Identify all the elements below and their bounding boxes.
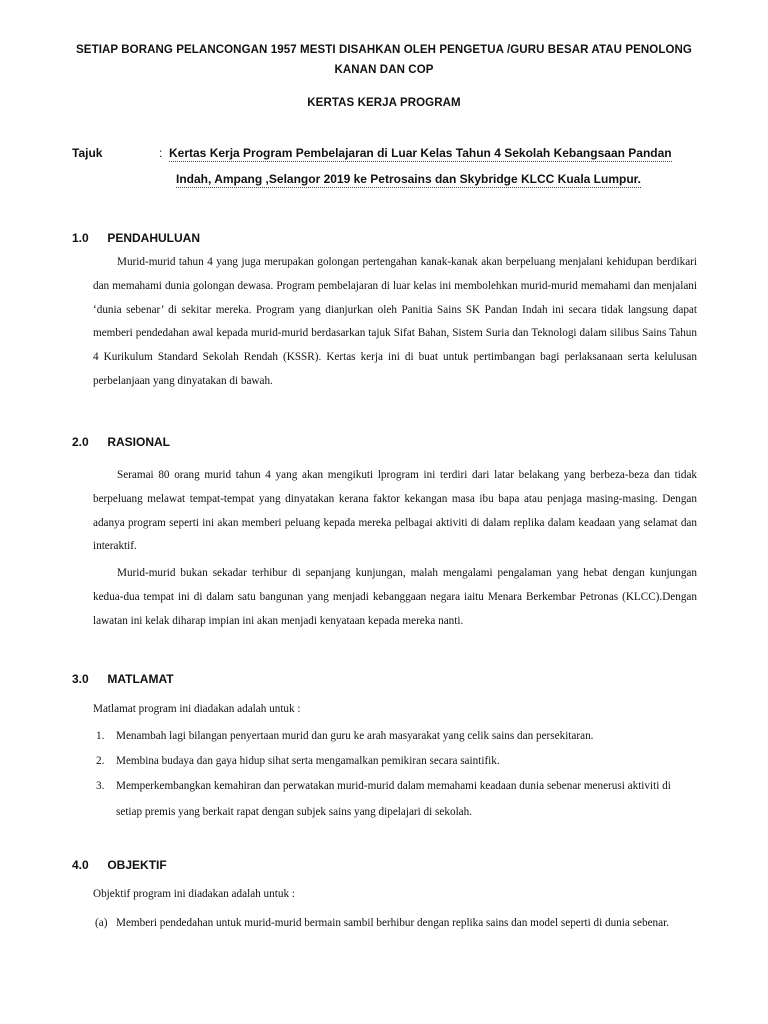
matlamat-intro: Matlamat program ini diadakan adalah untuk : (93, 703, 301, 715)
list-item-text: Memperkembangkan kemahiran dan perwatakan murid-murid dalam memahami keadaan dunia sebenar menerusi aktiviti di setiap premis yang berkait rapat dengan subjek sains yang dipelajari di sekolah. (116, 780, 671, 818)
section-number: 1.0 (72, 231, 89, 245)
rasional-paragraph-2: Murid-murid bukan sekadar terhibur di sepanjang kunjungan, malah mengalami pengalaman yang hebat dengan kunjungan kedua-dua tempat ini di dalam satu bangunan yang menjadi kebanggaan negara iaitu Menara Berkembar Petronas (KLCC).Dengan lawatan ini kelak diharap impian ini akan menjadi kenyataan kepada mereka nanti. (93, 567, 697, 627)
tajuk-colon: : (159, 146, 163, 160)
list-item-text: Menambah lagi bilangan penyertaan murid dan guru ke arah masyarakat yang celik sains dan persekitaran. (116, 730, 594, 742)
header-notice-line2: KANAN DAN COP (334, 64, 434, 76)
tajuk-title-line2: Indah, Ampang ,Selangor 2019 ke Petrosains dan Skybridge KLCC Kuala Lumpur. (176, 172, 641, 186)
section-heading-pendahuluan (72, 231, 200, 245)
list-marker: 1. (96, 730, 105, 742)
objektif-intro: Objektif program ini diadakan adalah untuk : (93, 888, 295, 900)
tajuk-title-line1: Kertas Kerja Program Pembelajaran di Luar Kelas Tahun 4 Sekolah Kebangsaan Pandan (169, 146, 672, 160)
list-item-text: Memberi pendedahan untuk murid-murid bermain sambil berhibur dengan replika sains dan model seperti di dunia sebenar. (116, 917, 670, 929)
header-notice-line1: SETIAP BORANG PELANCONGAN 1957 MESTI DISAHKAN OLEH PENGETUA /GURU BESAR ATAU PENOLONG (76, 44, 692, 56)
list-marker: 2. (96, 755, 105, 767)
section-title: MATLAMAT (107, 672, 174, 686)
section-number: 3.0 (72, 672, 89, 686)
tajuk-label: Tajuk (72, 146, 103, 160)
section-heading-rasional (72, 435, 170, 449)
section-number: 2.0 (72, 435, 89, 449)
list-marker: 3. (96, 780, 105, 792)
list-item-text: Membina budaya dan gaya hidup sihat serta mengamalkan pemikiran secara saintifik. (116, 755, 500, 767)
list-marker: (a) (95, 917, 108, 929)
pendahuluan-paragraph: Murid-murid tahun 4 yang juga merupakan golongan pertengahan kanak-kanak akan berpeluang menjalani kehidupan berdikari dan memahami dunia golongan dewasa. Program pembelajaran di luar kelas ini membolehkan murid-murid memahami dan menjalani ‘dunia sebenar’ di sekitar mereka. Program yang dianjurkan oleh Panitia Sains SK Pandan Indah ini secara tidak langsung dapat memberi pendedahan awal kepada murid-murid berdasarkan tajuk Sifat Bahan, Sistem Suria dan Teknologi dalam silibus Sains Tahun 4 Kurikulum Standard Sekolah Rendah (KSSR). Kertas kerja ini di buat untuk pertimbangan bagi perlaksanaan serta kelulusan perbelanjaan yang dinyatakan di bawah. (93, 256, 697, 387)
section-title: PENDAHULUAN (107, 231, 201, 245)
objektif-list-item (93, 911, 697, 935)
matlamat-list-item (93, 724, 697, 748)
section-number: 4.0 (72, 858, 89, 872)
section-title: OBJEKTIF (107, 858, 167, 872)
section-title: RASIONAL (107, 435, 171, 449)
section-heading-matlamat (72, 672, 174, 686)
rasional-paragraph-1: Seramai 80 orang murid tahun 4 yang akan mengikuti lprogram ini terdiri dari latar belakang yang berbeza-beza dan tidak berpeluang melawat tempat-tempat yang dinyatakan kerana faktor kekangan masa ibu bapa atau penjaga masing-masing. Dengan adanya program seperti ini akan memberi peluang kepada mereka pelbagai aktiviti di dalam replika dalam keadaan yang selamat dan interaktif. (93, 469, 697, 553)
section-heading-objektif (72, 858, 167, 872)
matlamat-list-item (93, 773, 697, 825)
matlamat-list-item (93, 749, 697, 773)
document-title: KERTAS KERJA PROGRAM (307, 97, 461, 109)
